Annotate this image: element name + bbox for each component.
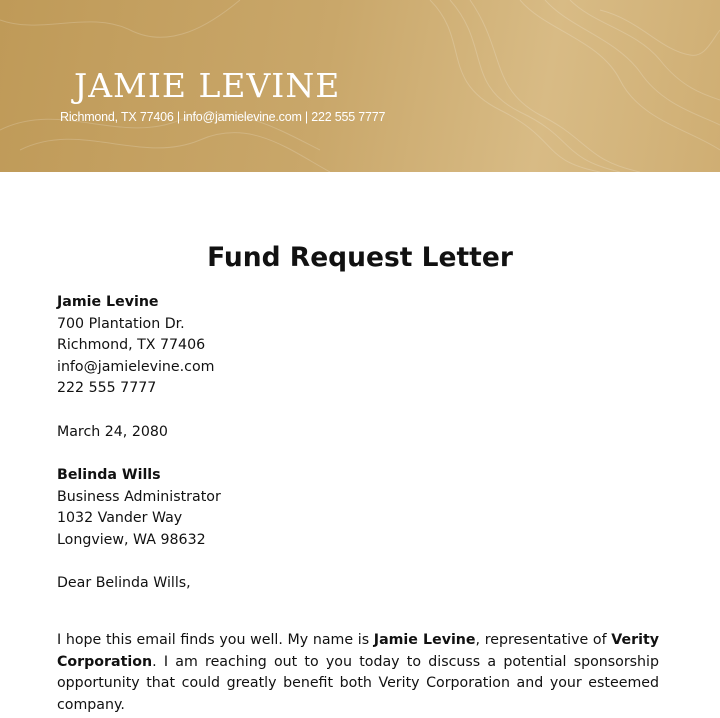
sender-city: Richmond, TX 77406 — [57, 337, 206, 354]
recipient-city: Longview, WA 98632 — [57, 531, 206, 548]
para-text-3: . I am reaching out to you today to discuss a potential sponsorship opportunity that could greatly benefit both Verity Corporation and your esteemed company. — [57, 653, 659, 713]
document-title: Fund Request Letter — [207, 242, 513, 273]
sender-email: info@jamielevine.com — [57, 358, 215, 375]
sender-name: Jamie Levine — [57, 294, 159, 310]
salutation — [57, 573, 191, 595]
letterhead-banner — [0, 0, 720, 172]
greeting-text: Dear Belinda Wills, — [57, 575, 191, 591]
para-sender-name: Jamie Levine — [373, 632, 476, 649]
recipient-name: Belinda Wills — [57, 467, 161, 483]
letterhead-name: JAMIE LEVINE — [74, 66, 341, 105]
para-text-1: I hope this email finds you well. My name is — [57, 632, 374, 649]
recipient-address-block — [57, 465, 221, 551]
body-paragraph — [57, 630, 659, 716]
para-text-2: , representative of — [475, 632, 612, 649]
letter-date — [57, 422, 168, 444]
sender-address-block — [57, 292, 214, 400]
recipient-street: 1032 Vander Way — [57, 510, 183, 527]
date-text: March 24, 2080 — [57, 424, 168, 440]
sender-phone: 222 555 7777 — [57, 380, 157, 397]
para-company-name: Verity Corporation — [57, 632, 659, 670]
recipient-position: Business Administrator — [57, 488, 221, 505]
letterhead-contact-line: Richmond, TX 77406 | info@jamielevine.com | 222 555 7777 — [60, 110, 386, 124]
sender-street: 700 Plantation Dr. — [57, 315, 185, 332]
